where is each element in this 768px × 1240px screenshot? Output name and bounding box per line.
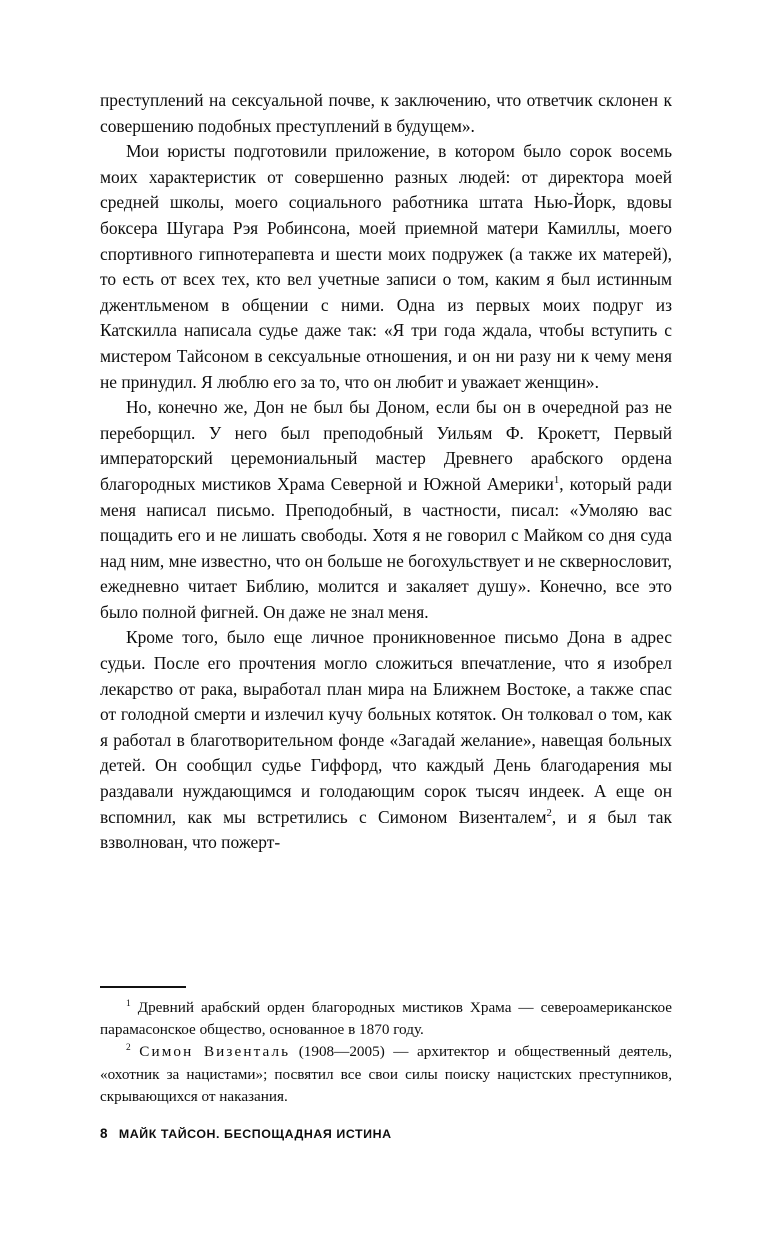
footnote-1-marker: 1 — [126, 998, 131, 1009]
paragraph-don-letter-rest: , и я был так взволнован, что пожерт- — [100, 806, 672, 853]
paragraph-don-crockett-rest: , который ради меня написал письмо. Преподобный, в частности, писал: «Умоляю вас пощадить его и не лишать свободы. Хотя я не говорил с Майком со дня суда над ним, мне известно, что он больше не богохульствует и не сквернословит, ежедневно читает Библию, молится и закаляет душу». Конечно, все это было полной фигней. Он даже не знал меня. — [100, 473, 672, 622]
footnote-marker-2: 2 — [546, 806, 552, 819]
footnote-2-text: (1908—2005) — архитектор и общественный деятель, «охотник за нацистами»; посвятил все свои силы поиску нацистских преступников, скрывающихся от наказания. — [100, 1043, 673, 1105]
footnote-1 — [100, 997, 672, 1041]
footnote-2-marker: 2 — [126, 1043, 131, 1054]
paragraph-lawyers: Мои юристы подготовили приложение, в котором было сорок восемь моих характеристик от совершенно разных людей: от директора моей средней школы, моего социального работника штата Нью-Йорк, вдовы боксера Шугара Рэя Робинсона, моей приемной матери Камиллы, моего спортивного гипнотерапевта и шести моих подружек (а также их матерей), то есть от всех тех, кто вел учетные записи о том, каким я был истинным джентльменом в общении с ними. Одна из первых моих подруг из Катскилла написала судье даже так: «Я три года ждала, чтобы вступить с мистером Тайсоном в сексуальные отношения, и он ни разу ни к чему меня не принудил. Я люблю его за то, что он любит и уважает женщин». — [100, 141, 672, 392]
page-number: 8 — [100, 1126, 108, 1141]
paragraph-don-letter-text: Кроме того, было еще личное проникновенное письмо Дона в адрес судьи. После его прочтения могло сложиться впечатление, что я изобрел лекарство от рака, выработал план мира на Ближнем Востоке, а также спас от голодной смерти и излечил кучу больных котяток. Он толковал о том, как я работал в благотворительном фонде «Загадай желание», навещая больных детей. Он сообщил судье Гиффорд, что каждый День благодарения мы раздавали нуждающимся и голодающим сорок тысяч индеек. А еще он вспомнил, как мы встретились с Симоном Визенталем — [100, 627, 672, 827]
footnotes-block — [100, 986, 672, 1108]
paragraph-continued: преступлений на сексуальной почве, к заключению, что ответчик склонен к совершению подобных преступлений в будущем». — [100, 90, 672, 136]
footnote-2 — [100, 1041, 672, 1108]
paragraph-don-letter — [100, 625, 672, 855]
paragraph-don-crockett-text: Но, конечно же, Дон не был бы Доном, если бы он в очередной раз не переборщил. У него был преподобный Уильям Ф. Крокетт, Первый императорский церемониальный мастер Древнего арабского ордена благородных мистиков Храма Северной и Южной Америки — [100, 397, 672, 494]
footnote-2-name: Симон Визенталь — [139, 1043, 291, 1061]
page-footer — [100, 1126, 392, 1141]
paragraph-don-crockett — [100, 395, 672, 625]
running-head: МАЙК ТАЙСОН. БЕСПОЩАДНАЯ ИСТИНА — [118, 1127, 392, 1141]
footnote-marker-1: 1 — [553, 474, 560, 487]
footnote-1-text: Древний арабский орден благородных мистиков Храма — североамериканское парамасонское общество, основанное в 1870 году. — [100, 999, 673, 1039]
footnote-separator — [100, 986, 186, 988]
page-body — [100, 88, 672, 856]
